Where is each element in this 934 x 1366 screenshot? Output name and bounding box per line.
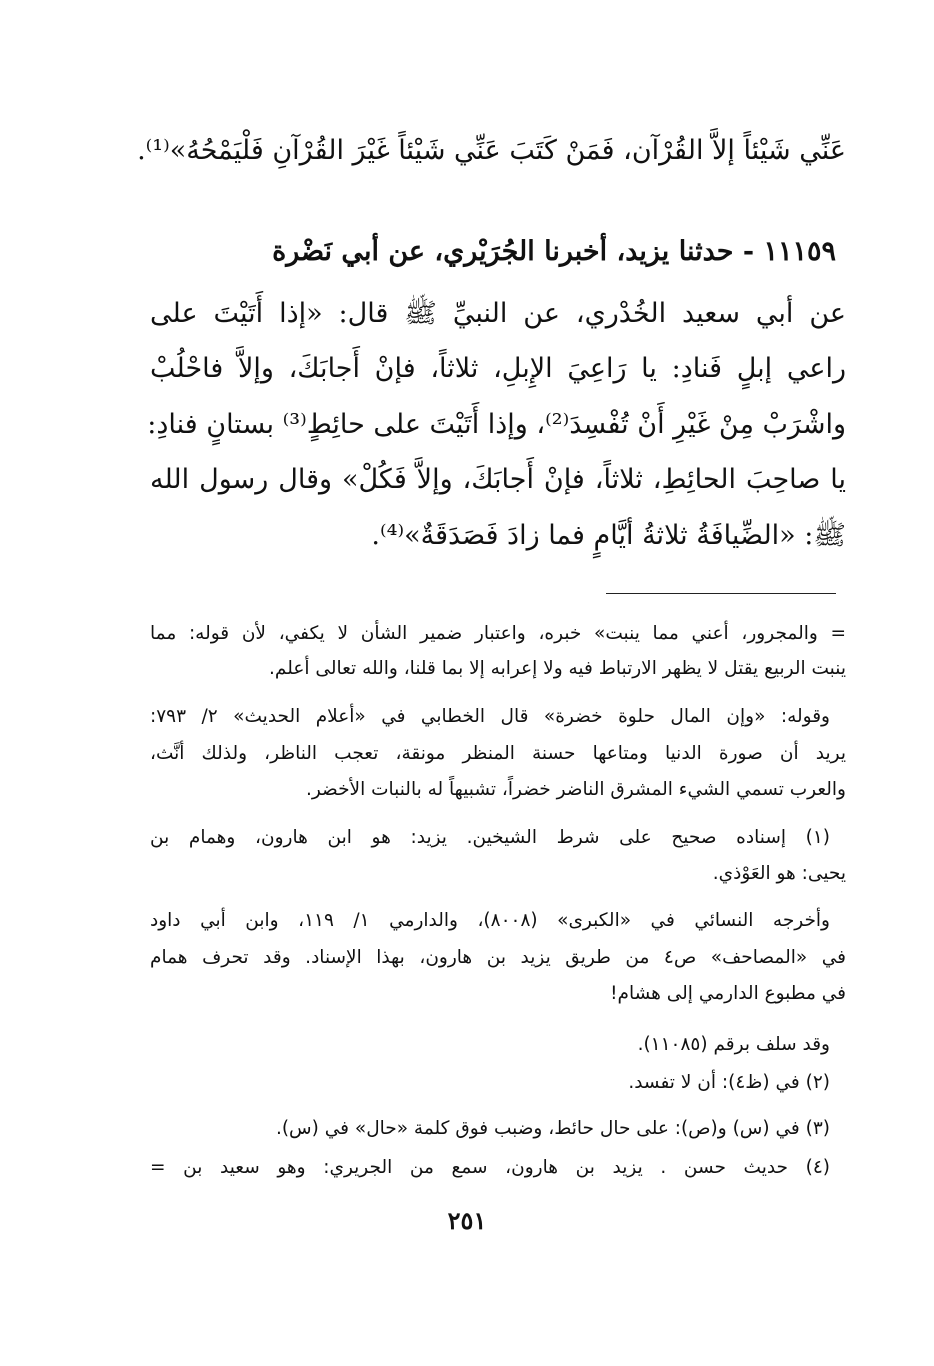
text-line-4: راعي إبلٍ فَنادِ: يا رَاعِيَ الإِبلِ، ثلاثاً، فإنْ أَجابَكَ، وإلاَّ فاحْلُبْ: [150, 353, 846, 384]
footnote-line-1: = والمجرور، أعني مما ينبت» خبره، واعتبار ضمير الشأن لا يكفي، لأن قوله: مما: [150, 623, 846, 644]
footnote-line-14: (٤) حديث حسن . يزيد بن هارون، سمع من الجريري: وهو سعيد بن =: [150, 1157, 830, 1178]
text-line-3: عن أبي سعيد الخُدْري، عن النبيِّ ﷺ قال: «إذا أَتَيْتَ على: [150, 298, 846, 329]
text-line-5: واشْرَبْ مِنْ غَيْرِ أَنْ تُفْسِدَ⁽²⁾، وإذا أَتَيْتَ على حائِطٍ⁽³⁾ بستانٍ فنادِ:: [147, 409, 846, 440]
text-line-7: ﷺ: «الضِّيافَةُ ثلاثةُ أيَّامٍ فما زادَ فَصَدَقَةٌ»⁽⁴⁾.: [371, 520, 846, 551]
footnote-line-10: في مطبوع الدارمي إلى هشام!: [610, 983, 846, 1004]
footnote-line-3: وقوله: «وإن المال حلوة خضرة» قال الخطابي في «أعلام الحديث» ٢/ ٧٩٣:: [150, 706, 830, 727]
hadith-heading: ١١١٥٩ - حدثنا يزيد، أخبرنا الجُرَيْري، عن أبي نَضْرة: [272, 236, 836, 267]
footnote-line-2: ينبت الربيع يقتل لا يظهر الارتباط فيه ولا إعرابه إلا بما قلنا، والله تعالى أعلم.: [269, 658, 846, 679]
page-number: ٢٥١: [447, 1206, 487, 1235]
footnote-line-11: وقد سلف برقم (١١٠٨٥).: [637, 1034, 830, 1055]
footnote-line-5: والعرب تسمي الشيء المشرق الناضر خضراً، تشبيهاً له بالنبات الأخضر.: [305, 779, 846, 800]
text-line-1: عَنِّي شَيْئاً إلاَّ القُرْآن، فَمَنْ كَتَبَ عَنِّي شَيْئاً غَيْرَ القُرْآنِ فَلْيَمْحُهُ»⁽¹⁾.: [137, 135, 846, 166]
footnote-line-6: (١) إسناده صحيح على شرط الشيخين. يزيد: هو ابن هارون، وهمام بن: [150, 827, 830, 848]
footnote-line-8: وأخرجه النسائي في «الكبرى» (٨٠٠٨)، والدارمي ١/ ١١٩، وابن أبي داود: [150, 910, 830, 931]
text-line-6: يا صاحِبَ الحائِطِ، ثلاثاً، فإنْ أَجابَكَ، وإلاَّ فَكُلْ» وقال رسول الله: [150, 464, 846, 495]
footnote-line-4: يريد أن صورة الدنيا ومتاعها حسنة المنظر مونقة، تعجب الناظر، ولذلك أنَّث،: [150, 743, 846, 764]
footnote-separator: [606, 593, 836, 594]
footnote-line-12: (٢) في (ظ٤): أن لا تفسد.: [628, 1072, 830, 1093]
footnote-line-7: يحيى: هو العَوْذي.: [712, 863, 846, 884]
footnote-line-13: (٣) في (س) و(ص): على حال حائط، وضبب فوق كلمة «حال» في (س).: [275, 1118, 830, 1139]
footnote-line-9: في «المصاحف» ص٤ من طريق يزيد بن هارون، بهذا الإسناد. وقد تحرف همام: [150, 947, 846, 968]
